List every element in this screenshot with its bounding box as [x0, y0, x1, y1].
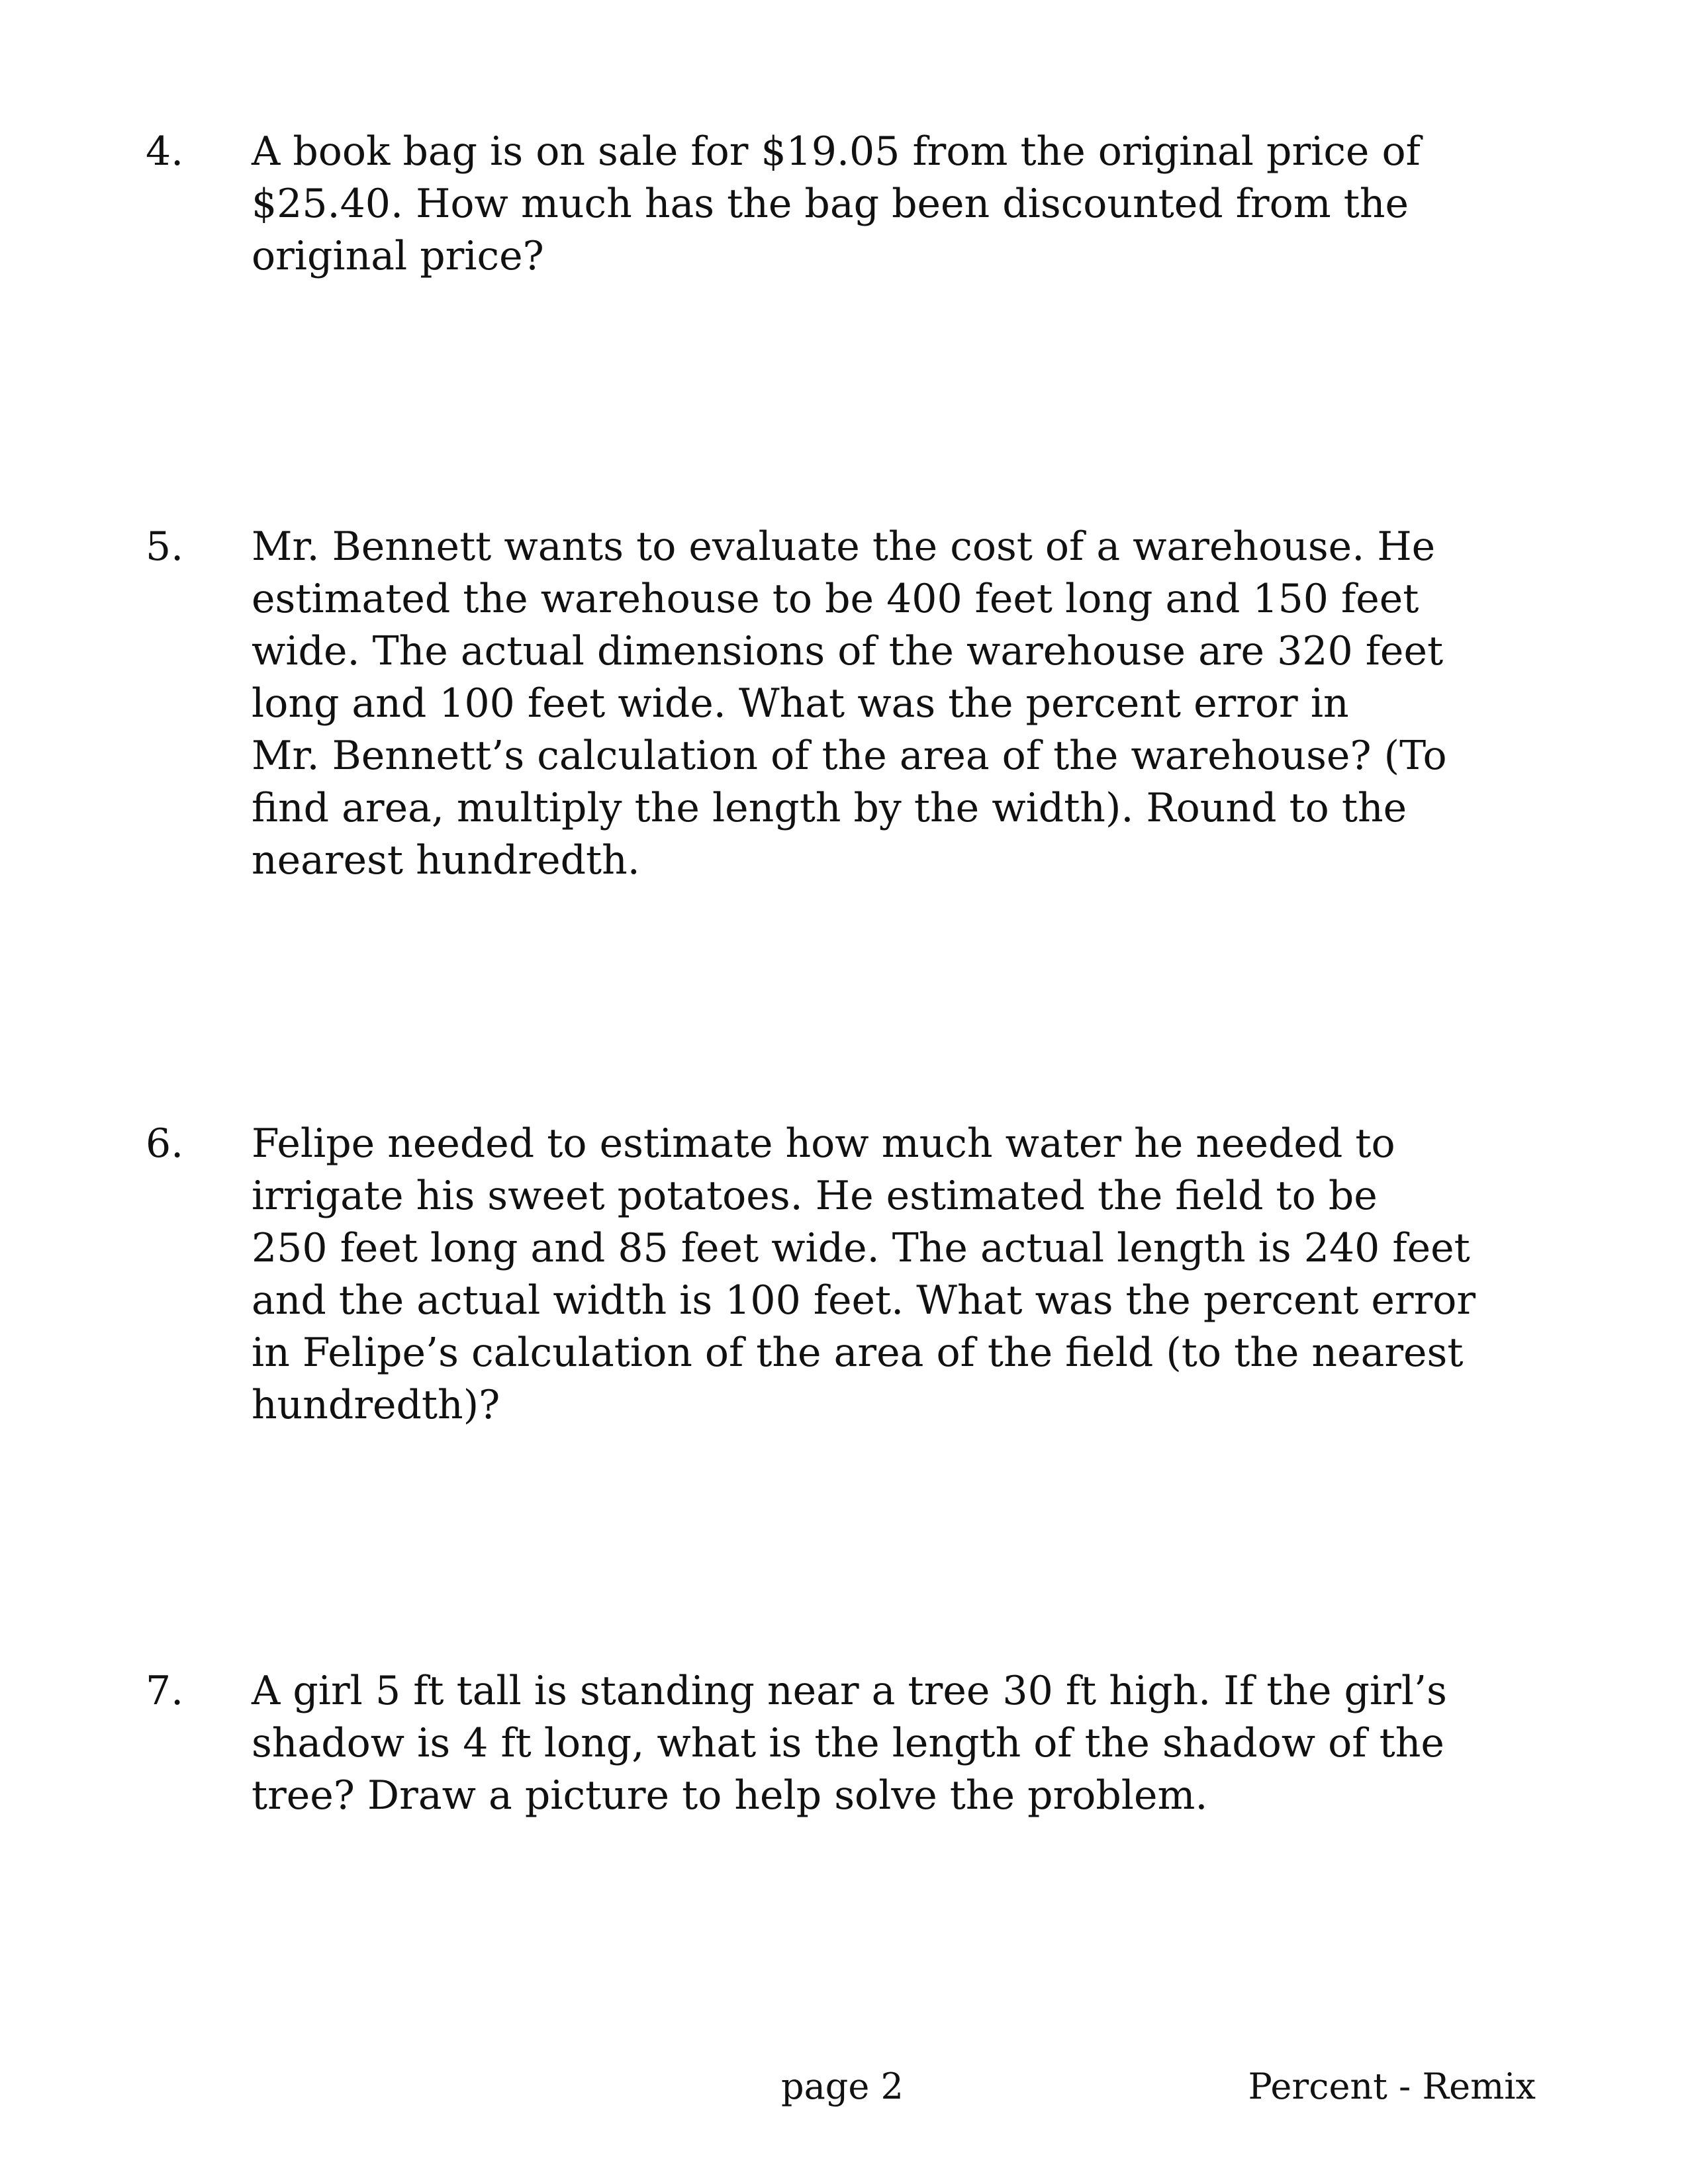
problem-line: Mr. Bennett’s calculation of the area of the warehouse? (To — [252, 733, 1447, 779]
document-title: Percent - Remix — [1248, 2066, 1536, 2107]
problem-line: find area, multiply the length by the width). Round to the — [252, 785, 1407, 831]
problem-number: 5. — [146, 523, 184, 570]
problem-text — [252, 1118, 1549, 1432]
problem-line: nearest hundredth. — [252, 837, 640, 884]
problem-line: and the actual width is 100 feet. What was the percent error — [252, 1277, 1476, 1324]
problem-text — [252, 1665, 1549, 1822]
problem-number: 4. — [146, 128, 184, 175]
problem-line: irrigate his sweet potatoes. He estimated the field to be — [252, 1173, 1378, 1219]
problem-line: tree? Draw a picture to help solve the problem. — [252, 1772, 1208, 1819]
problem-line: A girl 5 ft tall is standing near a tree 30 ft high. If the girl’s — [252, 1668, 1447, 1714]
problem-line: original price? — [252, 233, 544, 279]
problem-line: A book bag is on sale for $19.05 from the original price of — [252, 128, 1421, 175]
problem-line: Felipe needed to estimate how much water he needed to — [252, 1120, 1395, 1167]
problem-line: shadow is 4 ft long, what is the length of the shadow of the — [252, 1720, 1444, 1766]
problem-text — [252, 521, 1549, 887]
problem-line: Mr. Bennett wants to evaluate the cost of a warehouse. He — [252, 523, 1436, 570]
page-number: page 2 — [781, 2066, 904, 2107]
problem-number: 6. — [146, 1120, 184, 1167]
problem-line: hundredth)? — [252, 1382, 500, 1428]
problem-line: 250 feet long and 85 feet wide. The actual length is 240 feet — [252, 1225, 1470, 1271]
problem-line: in Felipe’s calculation of the area of the field (to the nearest — [252, 1330, 1464, 1376]
problem-number: 7. — [146, 1668, 184, 1714]
problem-line: long and 100 feet wide. What was the percent error in — [252, 680, 1349, 727]
problem-text — [252, 126, 1549, 283]
problem-line: $25.40. How much has the bag been discounted from the — [252, 181, 1409, 227]
problem-line: wide. The actual dimensions of the warehouse are 320 feet — [252, 628, 1444, 674]
problem-line: estimated the warehouse to be 400 feet long and 150 feet — [252, 576, 1419, 622]
